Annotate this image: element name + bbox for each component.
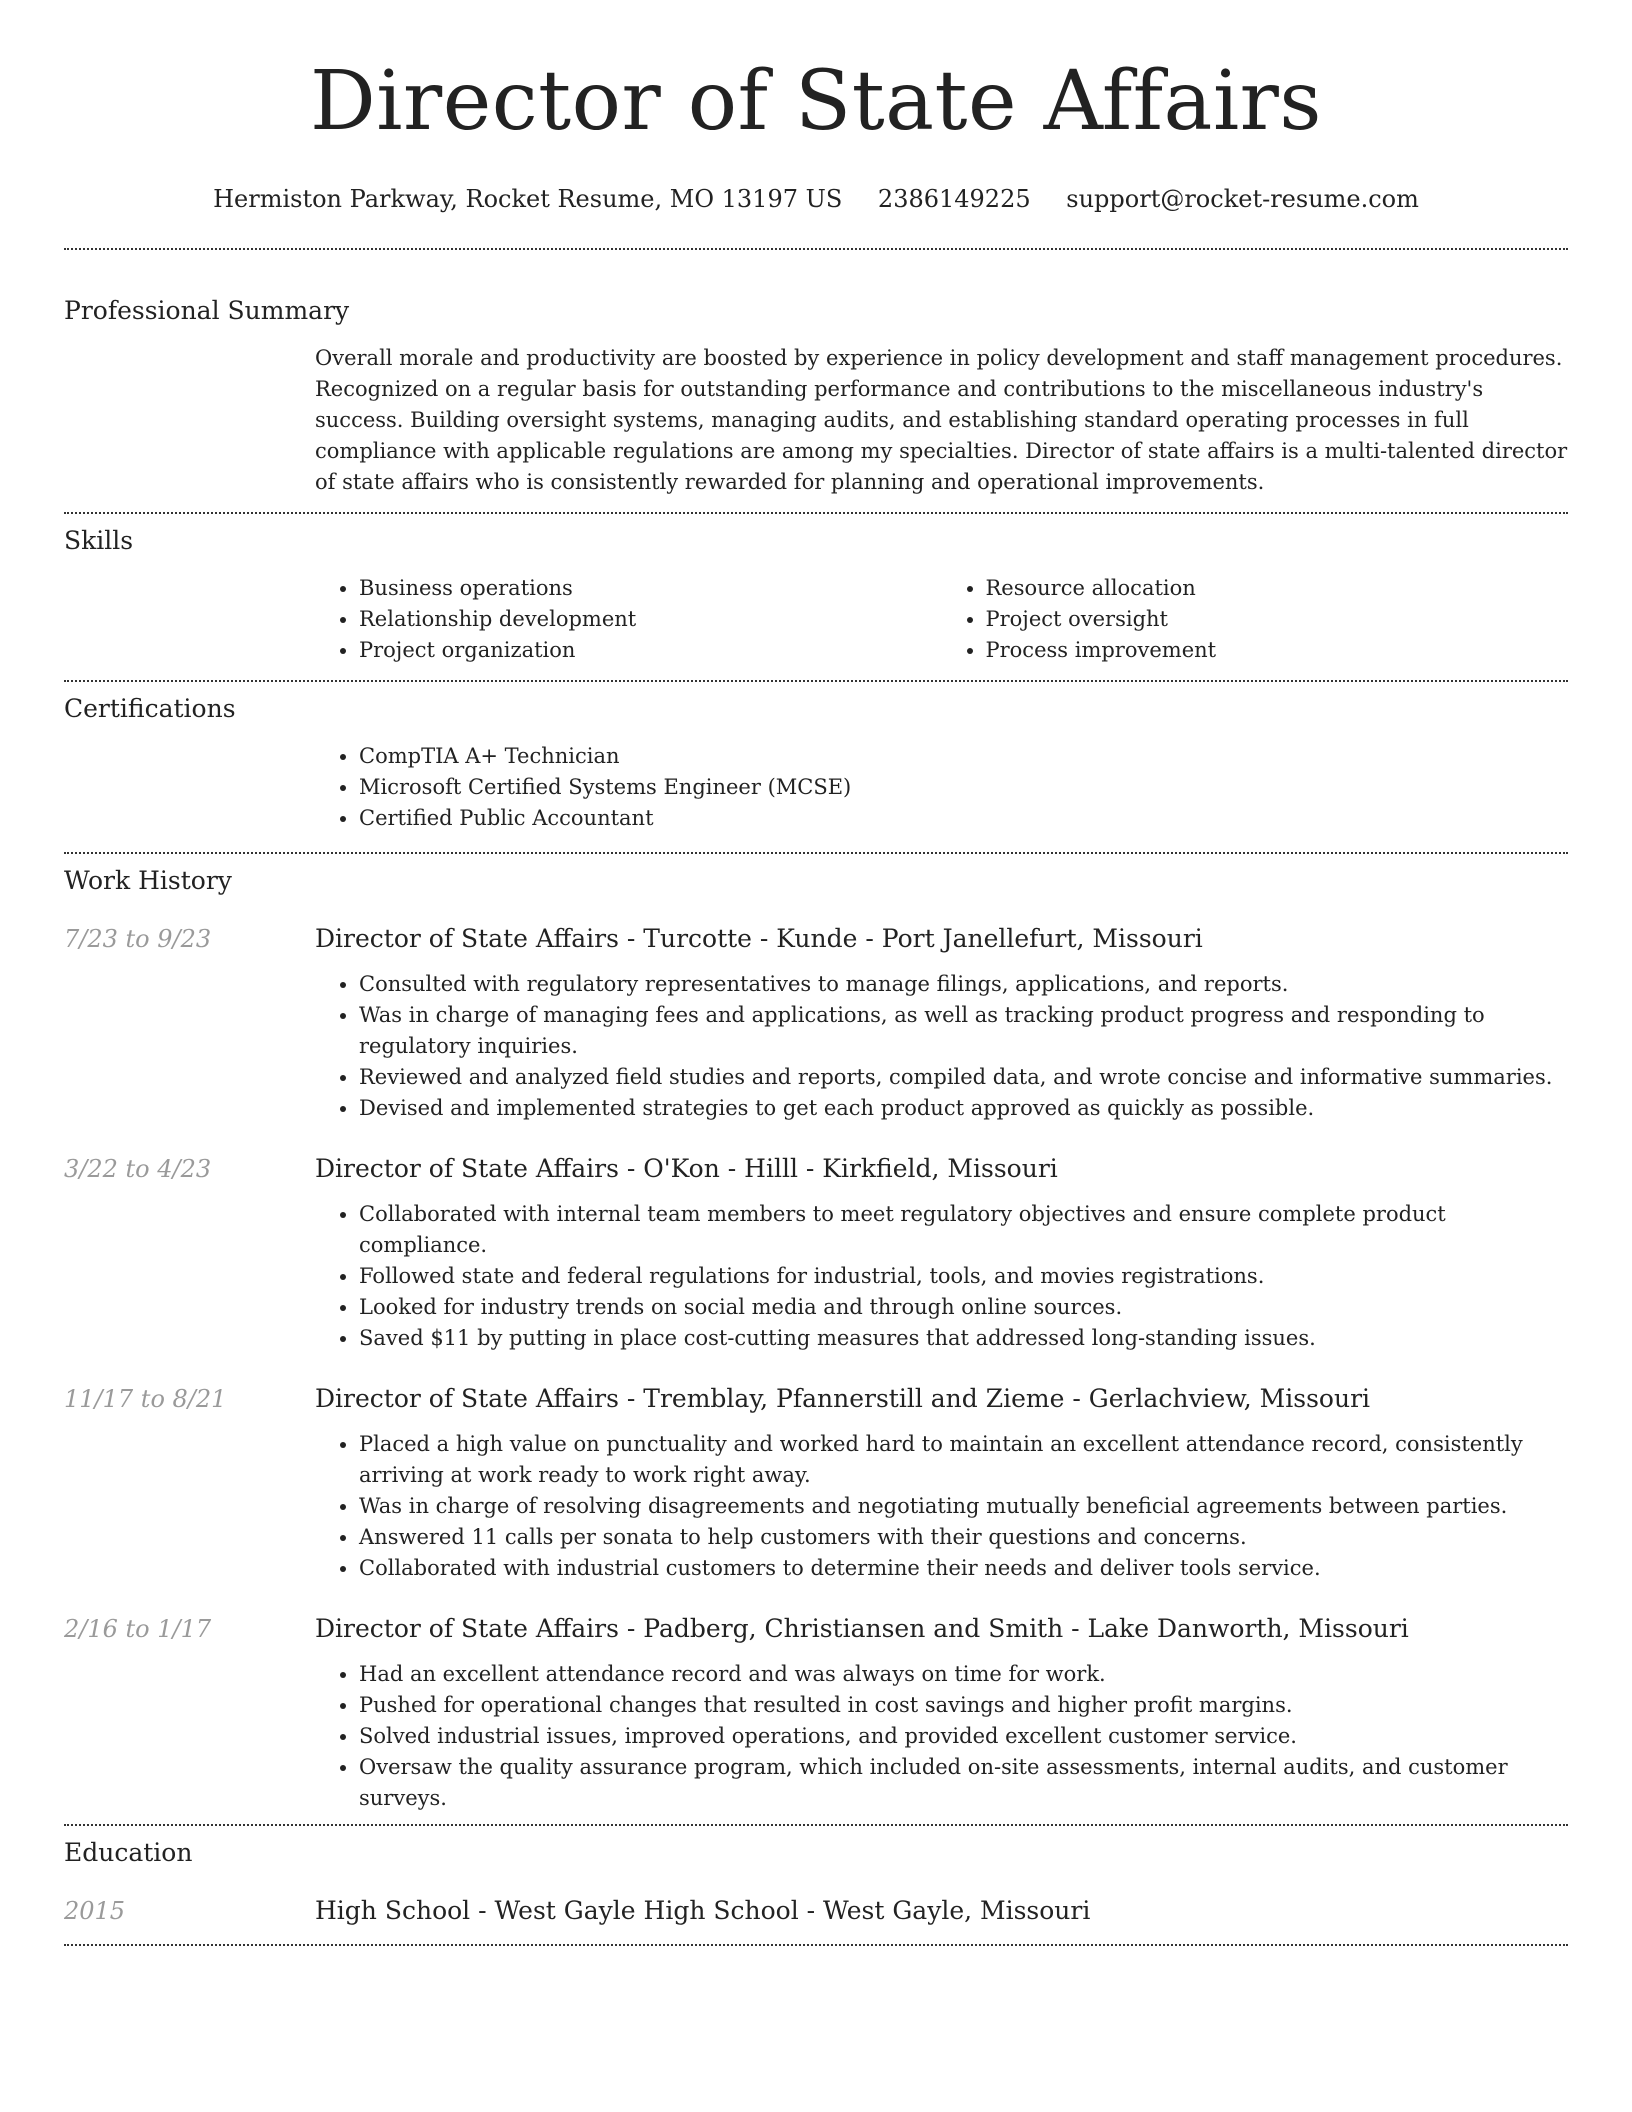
list-item: • Devised and implemented strategies to get each product approved as quickly as possible. xyxy=(359,1093,1568,1124)
list-item: • Consulted with regulatory representatives to manage filings, applications, and reports. xyxy=(359,969,1568,1000)
job-entry xyxy=(64,1612,1568,1814)
job-bullets xyxy=(315,1199,1568,1354)
list-item: • Oversaw the quality assurance program, which included on-site assessments, internal audits, and customer surveys. xyxy=(359,1752,1568,1814)
divider xyxy=(64,1944,1568,1946)
summary-text: Overall morale and productivity are boosted by experience in policy development and staff management procedures. Recognized on a regular basis for outstanding performance and contributions to the miscellaneous industry's success. Building oversight systems, managing audits, and establishing standard operating processes in full compliance with applicable regulations are among my specialties. Director of state affairs is a multi-talented director of state affairs who is consistently rewarded for planning and operational improvements. xyxy=(315,346,1568,494)
job-title: Director of State Affairs - Turcotte - Kunde - Port Janellefurt, Missouri xyxy=(315,924,1203,953)
job-details xyxy=(315,1659,1568,1814)
skills-list-right xyxy=(942,573,1569,666)
certifications-section xyxy=(64,692,1568,834)
job-dates: 2/16 to 1/17 xyxy=(64,1615,212,1643)
job-header xyxy=(64,1152,1568,1186)
job-title: Director of State Affairs - O'Kon - Hilll - Kirkfield, Missouri xyxy=(315,1154,1058,1183)
section-title-certifications: Certifications xyxy=(64,694,236,723)
contact-address: Hermiston Parkway, Rocket Resume, MO 13197 US xyxy=(213,185,843,213)
list-item: • Relationship development xyxy=(359,604,942,635)
section-title-education: Education xyxy=(64,1838,193,1867)
list-item: • Answered 11 calls per sonata to help customers with their questions and concerns. xyxy=(359,1522,1568,1553)
certifications-content xyxy=(315,741,1568,834)
job-header xyxy=(64,1382,1568,1416)
job-details xyxy=(315,969,1568,1124)
list-item: • Pushed for operational changes that resulted in cost savings and higher profit margins. xyxy=(359,1690,1568,1721)
list-item: • Reviewed and analyzed field studies and reports, compiled data, and wrote concise and informative summaries. xyxy=(359,1062,1568,1093)
certifications-list xyxy=(315,741,1568,834)
list-item: • Resource allocation xyxy=(986,573,1569,604)
list-item: • Saved $11 by putting in place cost-cutting measures that addressed long-standing issues. xyxy=(359,1323,1568,1354)
contact-phone: 2386149225 xyxy=(877,185,1031,213)
job-details xyxy=(315,1199,1568,1354)
list-item: • Was in charge of managing fees and applications, as well as tracking product progress and responding to regulatory inquiries. xyxy=(359,1000,1568,1062)
list-item: • Looked for industry trends on social media and through online sources. xyxy=(359,1292,1568,1323)
list-item: • Project organization xyxy=(359,635,942,666)
job-bullets xyxy=(315,969,1568,1124)
section-title-skills: Skills xyxy=(64,526,134,555)
education-entry xyxy=(64,1894,1568,1928)
list-item: • Had an excellent attendance record and was always on time for work. xyxy=(359,1659,1568,1690)
job-dates: 3/22 to 4/23 xyxy=(64,1155,212,1183)
section-title-summary: Professional Summary xyxy=(64,296,350,325)
job-title: Director of State Affairs - Tremblay, Pfannerstill and Zieme - Gerlachview, Missouri xyxy=(315,1384,1371,1413)
education-year: 2015 xyxy=(64,1897,126,1925)
job-entry xyxy=(64,922,1568,1124)
job-details xyxy=(315,1429,1568,1584)
resume-name: Director of State Affairs xyxy=(310,54,1322,149)
list-item: • Business operations xyxy=(359,573,942,604)
divider xyxy=(64,1824,1568,1826)
list-item: • Followed state and federal regulations for industrial, tools, and movies registrations. xyxy=(359,1261,1568,1292)
divider xyxy=(64,248,1568,250)
section-title-work-history: Work History xyxy=(64,866,232,895)
divider xyxy=(64,680,1568,682)
list-item: • Collaborated with industrial customers to determine their needs and deliver tools service. xyxy=(359,1553,1568,1584)
work-history-section xyxy=(64,864,1568,1814)
education-section xyxy=(64,1836,1568,1928)
skills-list-left xyxy=(315,573,942,666)
summary-content xyxy=(315,343,1568,498)
summary-section xyxy=(64,294,1568,498)
contact-line xyxy=(64,182,1568,216)
list-item: • CompTIA A+ Technician xyxy=(359,741,1568,772)
job-title: Director of State Affairs - Padberg, Christiansen and Smith - Lake Danworth, Missouri xyxy=(315,1614,1409,1643)
job-dates: 11/17 to 8/21 xyxy=(64,1385,227,1413)
divider xyxy=(64,512,1568,514)
job-entry xyxy=(64,1152,1568,1354)
list-item: • Solved industrial issues, improved operations, and provided excellent customer service. xyxy=(359,1721,1568,1752)
list-item: • Process improvement xyxy=(986,635,1569,666)
job-header xyxy=(64,1612,1568,1646)
skills-content xyxy=(315,573,1568,666)
job-header xyxy=(64,922,1568,956)
list-item: • Certified Public Accountant xyxy=(359,803,1568,834)
job-entry xyxy=(64,1382,1568,1584)
education-heading: High School - West Gayle High School - West Gayle, Missouri xyxy=(315,1896,1091,1925)
skills-section xyxy=(64,524,1568,666)
job-dates: 7/23 to 9/23 xyxy=(64,925,212,953)
job-bullets xyxy=(315,1659,1568,1814)
divider xyxy=(64,852,1568,854)
contact-email: support@rocket-resume.com xyxy=(1066,185,1419,213)
list-item: • Project oversight xyxy=(986,604,1569,635)
list-item: • Microsoft Certified Systems Engineer (MCSE) xyxy=(359,772,1568,803)
list-item: • Collaborated with internal team members to meet regulatory objectives and ensure complete product compliance. xyxy=(359,1199,1568,1261)
list-item: • Placed a high value on punctuality and worked hard to maintain an excellent attendance record, consistently arriving at work ready to work right away. xyxy=(359,1429,1568,1491)
list-item: • Was in charge of resolving disagreements and negotiating mutually beneficial agreements between parties. xyxy=(359,1491,1568,1522)
job-bullets xyxy=(315,1429,1568,1584)
